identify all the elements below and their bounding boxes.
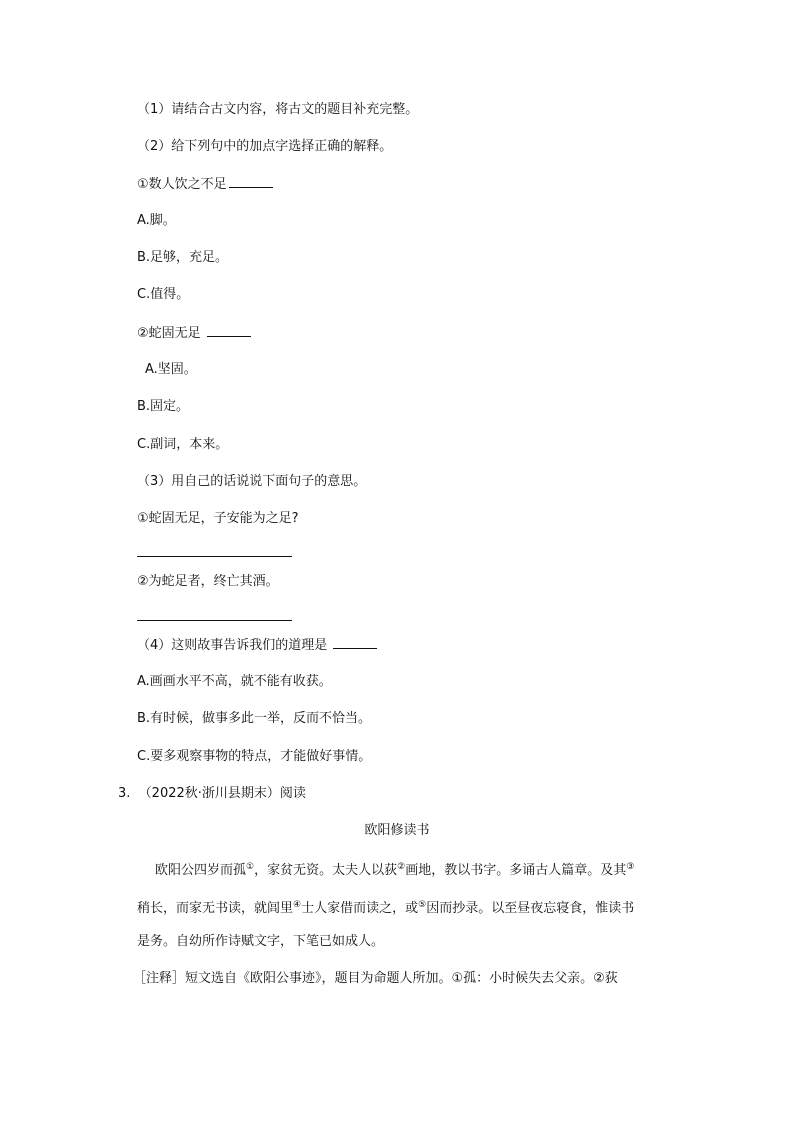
question-3-prompt: （3）用自己的话说说下面句子的意思。 — [137, 474, 367, 489]
footnote-marker: ③ — [626, 862, 635, 872]
passage-text: 欧阳公四岁而孤 — [155, 863, 247, 878]
passage-text: ，家贫无资。太夫人以荻 — [254, 863, 398, 878]
answer-line[interactable] — [137, 556, 292, 557]
passage-line-3: 是务。自幼所作诗赋文字，下笔已如成人。 — [137, 934, 385, 949]
option-c: C.值得。 — [137, 287, 190, 302]
passage-text: 因而抄录。以至昼夜忘寝食，惟读书 — [426, 901, 635, 916]
passage-text: 稍长，而家无书读，就闾里 — [137, 901, 294, 916]
answer-blank[interactable] — [333, 636, 377, 649]
option-b: B.有时候，做事多此一举，反而不恰当。 — [137, 711, 372, 726]
footnote-marker: ④ — [293, 900, 302, 910]
footnote-marker: ① — [246, 862, 255, 872]
option-c: C.要多观察事物的特点，才能做好事情。 — [137, 749, 372, 764]
option-a: A.脚。 — [137, 213, 176, 228]
passage-title: 欧阳修读书 — [364, 823, 430, 838]
question-3-item-1: ①蛇固无足，子安能为之足? — [137, 511, 299, 526]
question-1-prompt: （1）请结合古文内容，将古文的题目补充完整。 — [137, 102, 419, 117]
question-number: 3. — [118, 786, 131, 801]
question-source: （2022秋·浙川县期末）阅读 — [138, 786, 306, 801]
passage-text: 画地，教以书字。多诵古人篇章。及其 — [405, 863, 627, 878]
option-a: A.画画水平不高，就不能有收获。 — [137, 674, 332, 689]
question-2-item-1-stem — [137, 175, 273, 194]
passage-line-2 — [137, 896, 677, 918]
question-3-item-2: ②为蛇足者，终亡其酒。 — [137, 574, 279, 589]
question-2-item-2-stem — [137, 324, 251, 343]
option-b: B.固定。 — [137, 399, 190, 414]
question-2-prompt: （2）给下列句中的加点字选择正确的解释。 — [137, 139, 393, 154]
question-4-stem-text: （4）这则故事告诉我们的道理是 — [137, 638, 328, 653]
option-c: C.副词，本来。 — [137, 437, 229, 452]
passage-line-1 — [137, 858, 695, 880]
footnote-marker: ② — [397, 862, 406, 872]
item-2-stem-text: ②蛇固无足 — [137, 326, 201, 341]
passage-text: 士人家借而读之，或 — [301, 901, 419, 916]
footnote-marker: ⑤ — [418, 900, 427, 910]
question-3-header — [118, 785, 306, 803]
answer-blank[interactable] — [229, 175, 273, 188]
answer-blank[interactable] — [207, 324, 251, 337]
question-4-stem — [137, 636, 377, 655]
option-b: B.足够，充足。 — [137, 250, 229, 265]
annotation-note: ［注释］短文选自《欧阳公事迹》，题目为命题人所加。①孤：小时候失去父亲。②荻 — [133, 971, 618, 986]
answer-line[interactable] — [137, 620, 292, 621]
item-1-stem-text: ①数人饮之不足 — [137, 177, 227, 192]
option-a: A.坚固。 — [145, 362, 197, 377]
